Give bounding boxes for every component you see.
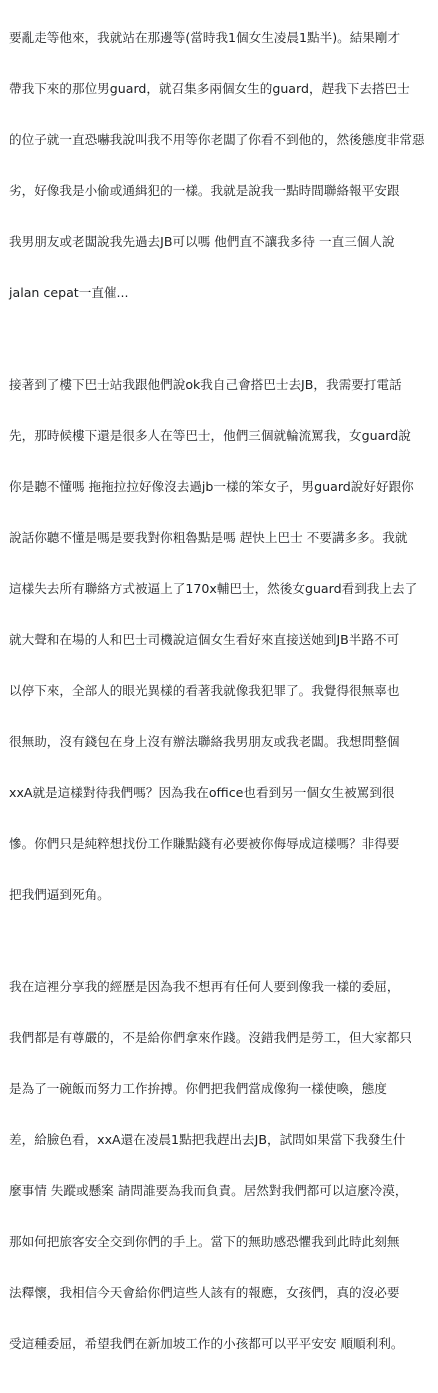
text-line: 你是聽不懂嗎 拖拖拉拉好像沒去過jb一樣的笨女子，男guard說好好跟你 — [9, 479, 414, 494]
text-line: 受這種委屈，希望我們在新加坡工作的小孩都可以平平安安 順順利利。 — [9, 1336, 404, 1351]
text-line: 我男朋友或老闆說我先過去JB可以嗎 他們直不讓我多待 一直三個人說 — [9, 234, 395, 249]
text-line: 我在這裡分享我的經歷是因為我不想再有任何人要到像我一樣的委屈， — [9, 979, 400, 994]
text-line: 很無助，沒有錢包在身上沒有辦法聯絡我男朋友或我老闆。我想問整個 — [9, 734, 400, 749]
text-line: 是為了一碗飯而努力工作拚搏。你們把我們當成像狗一樣使喚，態度 — [9, 1081, 387, 1096]
text-line: 麼事情 失蹤或懸案 請問誰要為我而負責。居然對我們都可以這麼冷漠， — [9, 1183, 408, 1198]
text-line: 帶我下來的那位男guard，就召集多兩個女生的guard，趕我下去搭巴士 — [9, 81, 410, 96]
text-line: 慘。你們只是純粹想找份工作賺點錢有必要被你侮辱成這樣嗎？非得要 — [9, 836, 400, 851]
text-line: 法釋懷，我相信今天會給你們這些人該有的報應，女孩們，真的沒必要 — [9, 1285, 400, 1300]
post-body — [9, 0, 431, 1393]
text-line: xxA就是這樣對待我們嗎？因為我在office也看到另一個女生被罵到很 — [9, 785, 395, 800]
text-line: 劣，好像我是小偷或通緝犯的一樣。我就是說我一點時間聯絡報平安跟 — [9, 183, 400, 198]
text-line: 接著到了樓下巴士站我跟他們說ok我自己會搭巴士去JB，我需要打電話 — [9, 377, 402, 392]
text-line: jalan cepat一直催... — [9, 285, 129, 300]
text-line: 的位子就一直恐嚇我說叫我不用等你老闆了你看不到他的，然後態度非常惡 — [9, 132, 425, 147]
text-line: 以停下來，全部人的眼光異樣的看著我就像我犯罪了。我覺得很無辜也 — [9, 683, 400, 698]
text-line: 我們都是有尊嚴的，不是給你們拿來作踐。沒錯我們是勞工，但大家都只 — [9, 1030, 412, 1045]
text-line: 這樣失去所有聯絡方式被逼上了170x輔巴士，然後女guard看到我上去了 — [9, 581, 418, 596]
text-line: 那如何把旅客安全交到你們的手上。當下的無助感恐懼我到此時此刻無 — [9, 1234, 400, 1249]
text-line: 把我們逼到死角。 — [9, 887, 110, 902]
text-line: 先，那時候樓下還是很多人在等巴士，他們三個就輪流罵我，女guard說 — [9, 428, 411, 443]
paragraph-2 — [9, 342, 431, 937]
text-line: 說話你聽不懂是嗎是要我對你粗魯點是嗎 趕快上巴士 不要講多多。我就 — [9, 530, 408, 545]
paragraph-1 — [9, 0, 431, 335]
paragraph-3 — [9, 944, 431, 1386]
text-line: 要亂走等他來，我就站在那邊等(當時我1個女生凌晨1點半)。結果剛才 — [9, 30, 401, 45]
text-line: 就大聲和在場的人和巴士司機說這個女生看好來直接送她到JB半路不可 — [9, 632, 400, 647]
text-line: 差，給臉色看，xxA還在凌晨1點把我趕出去JB，試問如果當下我發生什 — [9, 1132, 406, 1147]
